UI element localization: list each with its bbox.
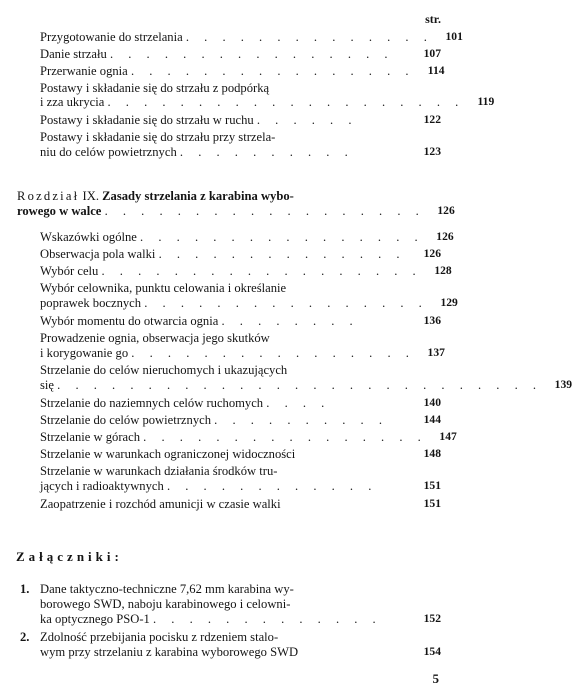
toc-entry-page: 126: [436, 230, 454, 243]
leader-dots: . . . . . .: [256, 113, 358, 127]
toc-entry-title: Obserwacja pola walki: [40, 247, 156, 261]
toc-entry-page: 119: [477, 95, 495, 108]
leader-dots: . . . . . . . . . . . . . . . .: [144, 296, 428, 310]
leader-dots: . . . . . . . . . . . . . . . . . .: [101, 264, 422, 278]
appendix-page: 152: [423, 612, 441, 625]
appendix-title: Dane taktyczno-techniczne 7,62 mm karabina wy-: [40, 582, 294, 596]
toc-entry: [40, 145, 441, 159]
toc-entry-title: Wskazówki ogólne: [40, 230, 137, 244]
toc-entry-title: Strzelanie w warunkach działania środków tru-: [40, 464, 278, 478]
toc-entry: [40, 113, 441, 127]
toc-entry-page: 144: [423, 413, 441, 426]
toc-entry: [40, 479, 441, 493]
toc-entry: [40, 247, 441, 261]
toc-entry-title: Przerwanie ognia: [40, 64, 128, 78]
toc-entry-title: Wybór celownika, punktu celowania i określanie: [40, 281, 287, 295]
toc-entry-title: i korygowanie go: [40, 346, 129, 360]
toc-entry: [40, 47, 441, 61]
appendix-title: ka optycznego PSO-1: [40, 612, 150, 626]
toc-entry: [40, 264, 452, 278]
chapter-heading: [17, 189, 411, 203]
appendix-entry: [40, 612, 441, 626]
chapter-heading-continued: [17, 204, 455, 218]
toc-entry: [40, 447, 441, 461]
leader-dots: . . . . . . . . . . . . . . . .: [143, 430, 427, 444]
toc-entry-page: 129: [440, 296, 458, 309]
toc-entry-title: Postawy i składanie się do strzału przy strzela-: [40, 130, 276, 144]
toc-entry-page: 148: [423, 447, 441, 460]
toc-entry-title: się: [40, 378, 54, 392]
appendix-entry: [40, 645, 441, 659]
toc-entry: [40, 64, 445, 78]
toc-entry: [40, 296, 458, 310]
toc-entry-page: 151: [423, 479, 441, 492]
toc-entry: [40, 314, 441, 328]
toc-entry-title: Strzelanie w warunkach ograniczonej widoczności: [40, 447, 296, 461]
toc-entry-title: Postawy i składanie się do strzału w ruchu: [40, 113, 254, 127]
toc-entry: [40, 230, 454, 244]
toc-entry-page: 136: [423, 314, 441, 327]
toc-entry: [40, 30, 463, 44]
toc-entry-title: Przygotowanie do strzelania: [40, 30, 183, 44]
toc-entry-page: 147: [439, 430, 457, 443]
leader-dots: . . . . . . . . . . . . . . . .: [109, 47, 394, 61]
toc-entry-page: 101: [445, 30, 463, 43]
chapter-number: IX.: [82, 189, 99, 203]
toc-entry-title: Strzelanie w górach: [40, 430, 141, 444]
leader-dots: . . . . . . . . . .: [214, 413, 388, 427]
chapter-title: Zasady strzelania z karabina wybo-: [102, 189, 294, 203]
toc-entry-title: Strzelanie do naziemnych celów ruchomych: [40, 396, 264, 410]
toc-entry-page: 107: [423, 47, 441, 60]
leader-dots: . . . . . . . . . . . . . .: [185, 30, 433, 44]
toc-entry: [40, 95, 495, 109]
chapter-title: rowego w walce: [17, 204, 102, 218]
appendix-title: wym przy strzelaniu z karabina wyborowego SWD: [40, 645, 299, 659]
leader-dots: . . . . . . . . . . . . . . . .: [130, 64, 415, 78]
toc-entry-page: 114: [427, 64, 445, 77]
toc-entry-page: 140: [423, 396, 441, 409]
leader-dots: . . . . . . . . . . . .: [166, 479, 378, 493]
leader-dots: . . . . . . . . . . . . . .: [158, 247, 406, 261]
toc-entry-page: 128: [434, 264, 452, 277]
leader-dots: . . . . . . . . . . . . . . . .: [131, 346, 415, 360]
toc-entry-page: 123: [423, 145, 441, 158]
leader-dots: . . . . . . . . . . . . . . . . . .: [104, 204, 425, 218]
leader-dots: . . . . . . . . . .: [179, 145, 354, 159]
toc-entry-title: Postawy i składanie się do strzału z podpórką: [40, 81, 270, 95]
toc-entry-page: 126: [423, 247, 441, 260]
toc-entry: [40, 497, 441, 511]
appendix-number: 1.: [20, 582, 30, 596]
toc-entry-page: 126: [437, 204, 455, 217]
toc-entry-title: Strzelanie do celów powietrznych: [40, 413, 211, 427]
leader-dots: . . . . . . . . . . . . . . . . . . . . . . . . . . .: [57, 378, 543, 392]
toc-entry-page: 151: [423, 497, 441, 510]
toc-entry: [40, 413, 441, 427]
toc-entry-page: 122: [423, 113, 441, 126]
leader-dots: . . . . . . . . . . . . . . . . . . . .: [107, 95, 465, 109]
toc-entry-title: poprawek bocznych: [40, 296, 142, 310]
toc-entry-title: Strzelanie do celów nieruchomych i ukazujących: [40, 363, 288, 377]
appendix-title: borowego SWD, naboju karabinowego i celowni-: [40, 597, 291, 611]
toc-entry-title: Wybór celu: [40, 264, 99, 278]
page-number: 5: [432, 671, 439, 686]
leader-dots: . . . . . . . .: [221, 314, 359, 328]
page-column-header: str.: [425, 12, 441, 26]
appendix-heading: Załączniki:: [16, 549, 123, 564]
toc-entry-title: Wybór momentu do otwarcia ognia: [40, 314, 219, 328]
leader-dots: . . . . . . . . . . . . .: [152, 612, 382, 626]
toc-entry-title: niu do celów powietrznych: [40, 145, 177, 159]
toc-entry-page: 137: [427, 346, 445, 359]
appendix-title: Zdolność przebijania pocisku z rdzeniem stalo-: [40, 630, 279, 644]
toc-entry: [40, 396, 441, 410]
appendix-page: 154: [423, 645, 441, 658]
leader-dots: . . . . . . . . . . . . . . . .: [140, 230, 424, 244]
chapter-prefix: Rozdział: [17, 189, 80, 203]
leader-dots: . . . .: [266, 396, 331, 410]
toc-entry: [40, 430, 457, 444]
toc-entry-title: Prowadzenie ognia, obserwacja jego skutków: [40, 331, 270, 345]
toc-entry: [40, 346, 445, 360]
toc-entry-page: 139: [554, 378, 572, 391]
toc-entry-title: jących i radioaktywnych: [40, 479, 164, 493]
appendix-number: 2.: [20, 630, 30, 644]
toc-entry-title: Danie strzału: [40, 47, 107, 61]
toc-entry: [40, 378, 572, 392]
toc-entry-title: Zaopatrzenie i rozchód amunicji w czasie walki: [40, 497, 281, 511]
toc-entry-title: i zza ukrycia: [40, 95, 105, 109]
